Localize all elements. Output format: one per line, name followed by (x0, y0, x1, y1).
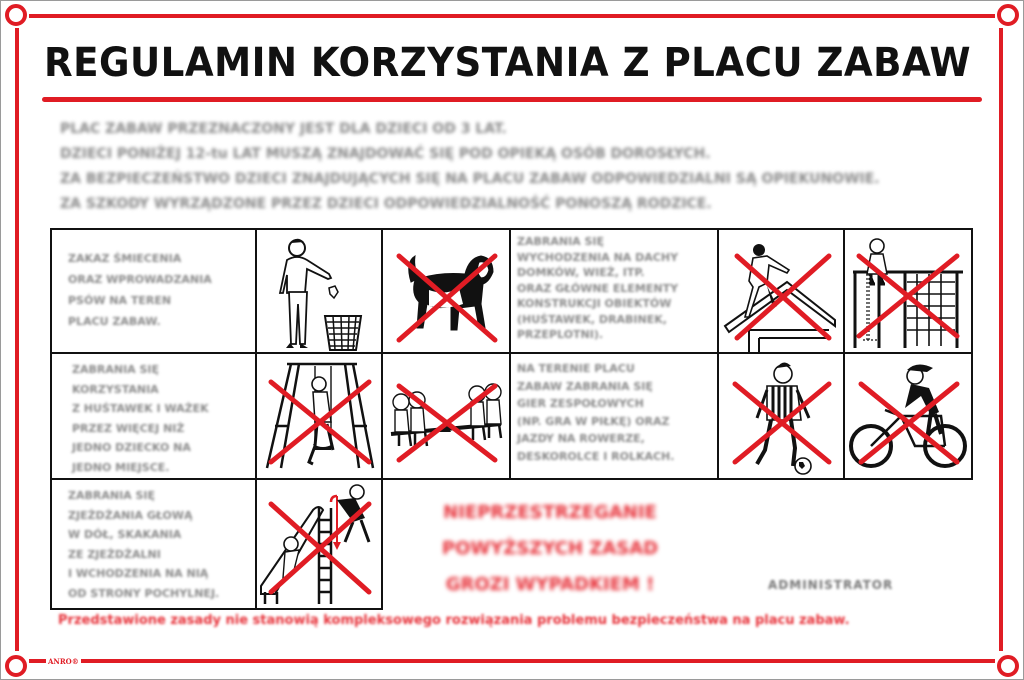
rule-text-line: PRZEZ WIĘCEJ NIŻ (72, 421, 185, 435)
warning-line: GROZI WYPADKIEM ! (445, 574, 655, 595)
pictogram-cell (843, 352, 973, 480)
rule-text-line: ZABAW ZABRANIA SIĘ (517, 379, 653, 393)
rule-text-line: ZAKAZ ŚMIECENIA (68, 252, 182, 265)
intro-line: ZA BEZPIECZEŃSTWO DZIECI ZNAJDUJĄCYCH SIĘ NA PLACU ZABAW ODPOWIEDZIALNI SĄ OPIEKUNOWIE. (60, 171, 880, 187)
rule-text-line: KORZYSTANIA (72, 382, 159, 396)
no-multiple-on-swing-icon (257, 354, 381, 478)
rule-text-line: ZJEŻDŻANIA GŁOWĄ (68, 508, 193, 522)
rule-text-line: ZABRANIA SIĘ (68, 489, 156, 502)
rule-text-line: GIER ZESPOŁOWYCH (517, 397, 644, 410)
pictogram-cell (717, 352, 845, 480)
frame-corner-notch-bl (5, 655, 27, 677)
rule-text-line: WYCHODZENIA NA DACHY (517, 250, 679, 264)
rule-text-line: (NP. GRA W PIŁKĘ) ORAZ (517, 414, 670, 428)
rule-cell-no-ball-games-cycling (509, 352, 719, 480)
rule-text-line: JEDNO DZIECKO NA (72, 441, 191, 454)
frame-corner-notch-tr (997, 4, 1019, 26)
rule-text-line: OD STRONY POCHYLNEJ. (68, 586, 220, 600)
pictogram-cell (381, 228, 511, 354)
warning-line: POWYŻSZYCH ZASAD (441, 538, 659, 559)
no-football-icon (719, 354, 843, 478)
pictogram-cell (381, 352, 511, 480)
pictogram-cell (843, 228, 973, 354)
intro-line: ZA SZKODY WYRZĄDZONE PRZEZ DZIECI ODPOWIEDZIALNOŚĆ PONOSZĄ RODZICE. (60, 196, 712, 212)
rule-text-line: PLACU ZABAW. (68, 315, 161, 328)
pictogram-cell (255, 352, 383, 480)
rule-text-line: NA TERENIE PLACU (517, 362, 635, 375)
frame-corner-notch-tl (5, 4, 27, 26)
rule-text-line: DOMKÓW, WIEŻ, ITP. (517, 266, 645, 279)
pictogram-cell (255, 228, 383, 354)
rule-text-line: I WCHODZENIA NA NIĄ (68, 567, 209, 580)
no-cycling-icon (845, 354, 971, 478)
rule-text-line: ZE ZJEŻDŻALNI (68, 547, 161, 561)
rule-text-line: (HUŚTAWEK, DRABINEK, (517, 312, 667, 326)
brand-logo: ANRO® (48, 657, 79, 666)
rule-cell-no-climbing-roofs (509, 228, 719, 354)
rule-text-line: KONSTRUKCJI OBIEKTÓW (517, 297, 672, 310)
intro-line: DZIECI PONIŻEJ 12-tu LAT MUSZĄ ZNAJDOWAĆ SIĘ POD OPIEKĄ OSÓB DOROSŁYCH. (60, 146, 711, 162)
rule-text-line: ZABRANIA SIĘ (517, 235, 605, 248)
rule-text-line: PSÓW NA TEREN (68, 294, 172, 307)
rule-text-line: JEDNO MIEJSCE. (72, 460, 170, 474)
rule-text-line: PRZEPLOTNI). (517, 328, 604, 341)
rule-text-line: ORAZ GŁÓWNE ELEMENTY (517, 281, 679, 295)
pictogram-cell (255, 478, 383, 610)
disclaimer-text: Przedstawione zasady nie stanowią kompleksowego rozwiązania problemu bezpieczeństwa na placu zabaw. (58, 613, 850, 628)
no-climbing-frame-icon (845, 230, 971, 352)
rule-text-line: DESKOROLCE I ROLKACH. (517, 449, 675, 463)
frame-corner-notch-br (997, 655, 1019, 677)
no-climbing-roof-icon (719, 230, 843, 352)
rule-cell-no-littering-dogs (50, 228, 257, 354)
no-dogs-icon (383, 230, 509, 352)
rule-text-line: ORAZ WPROWADZANIA (68, 273, 212, 286)
rule-cell-slide-safety (50, 478, 257, 610)
sign-title: REGULAMIN KORZYSTANIA Z PLACU ZABAW (44, 40, 972, 86)
pictogram-cell (717, 228, 845, 354)
rule-cell-one-child-per-seat (50, 352, 257, 480)
intro-rules (60, 117, 980, 217)
warning-line: NIEPRZESTRZEGANIE (443, 502, 657, 523)
title-underline (42, 97, 982, 102)
no-slide-misuse-icon (257, 480, 381, 608)
no-overcrowded-seesaw-icon (383, 354, 509, 478)
rule-text-line: Z HUŚTAWEK I WAŻEK (72, 402, 209, 415)
warning-message (400, 495, 700, 603)
rule-text-line: W DÓŁ, SKAKANIA (68, 528, 182, 541)
rule-text-line: JAZDY NA ROWERZE, (517, 432, 645, 445)
intro-line: PLAC ZABAW PRZEZNACZONY JEST DLA DZIECI OD 3 LAT. (60, 121, 507, 137)
littering-person-bin-icon (257, 230, 381, 352)
rule-text-line: ZABRANIA SIĘ (72, 363, 160, 376)
signature-administrator: ADMINISTRATOR (768, 578, 894, 592)
